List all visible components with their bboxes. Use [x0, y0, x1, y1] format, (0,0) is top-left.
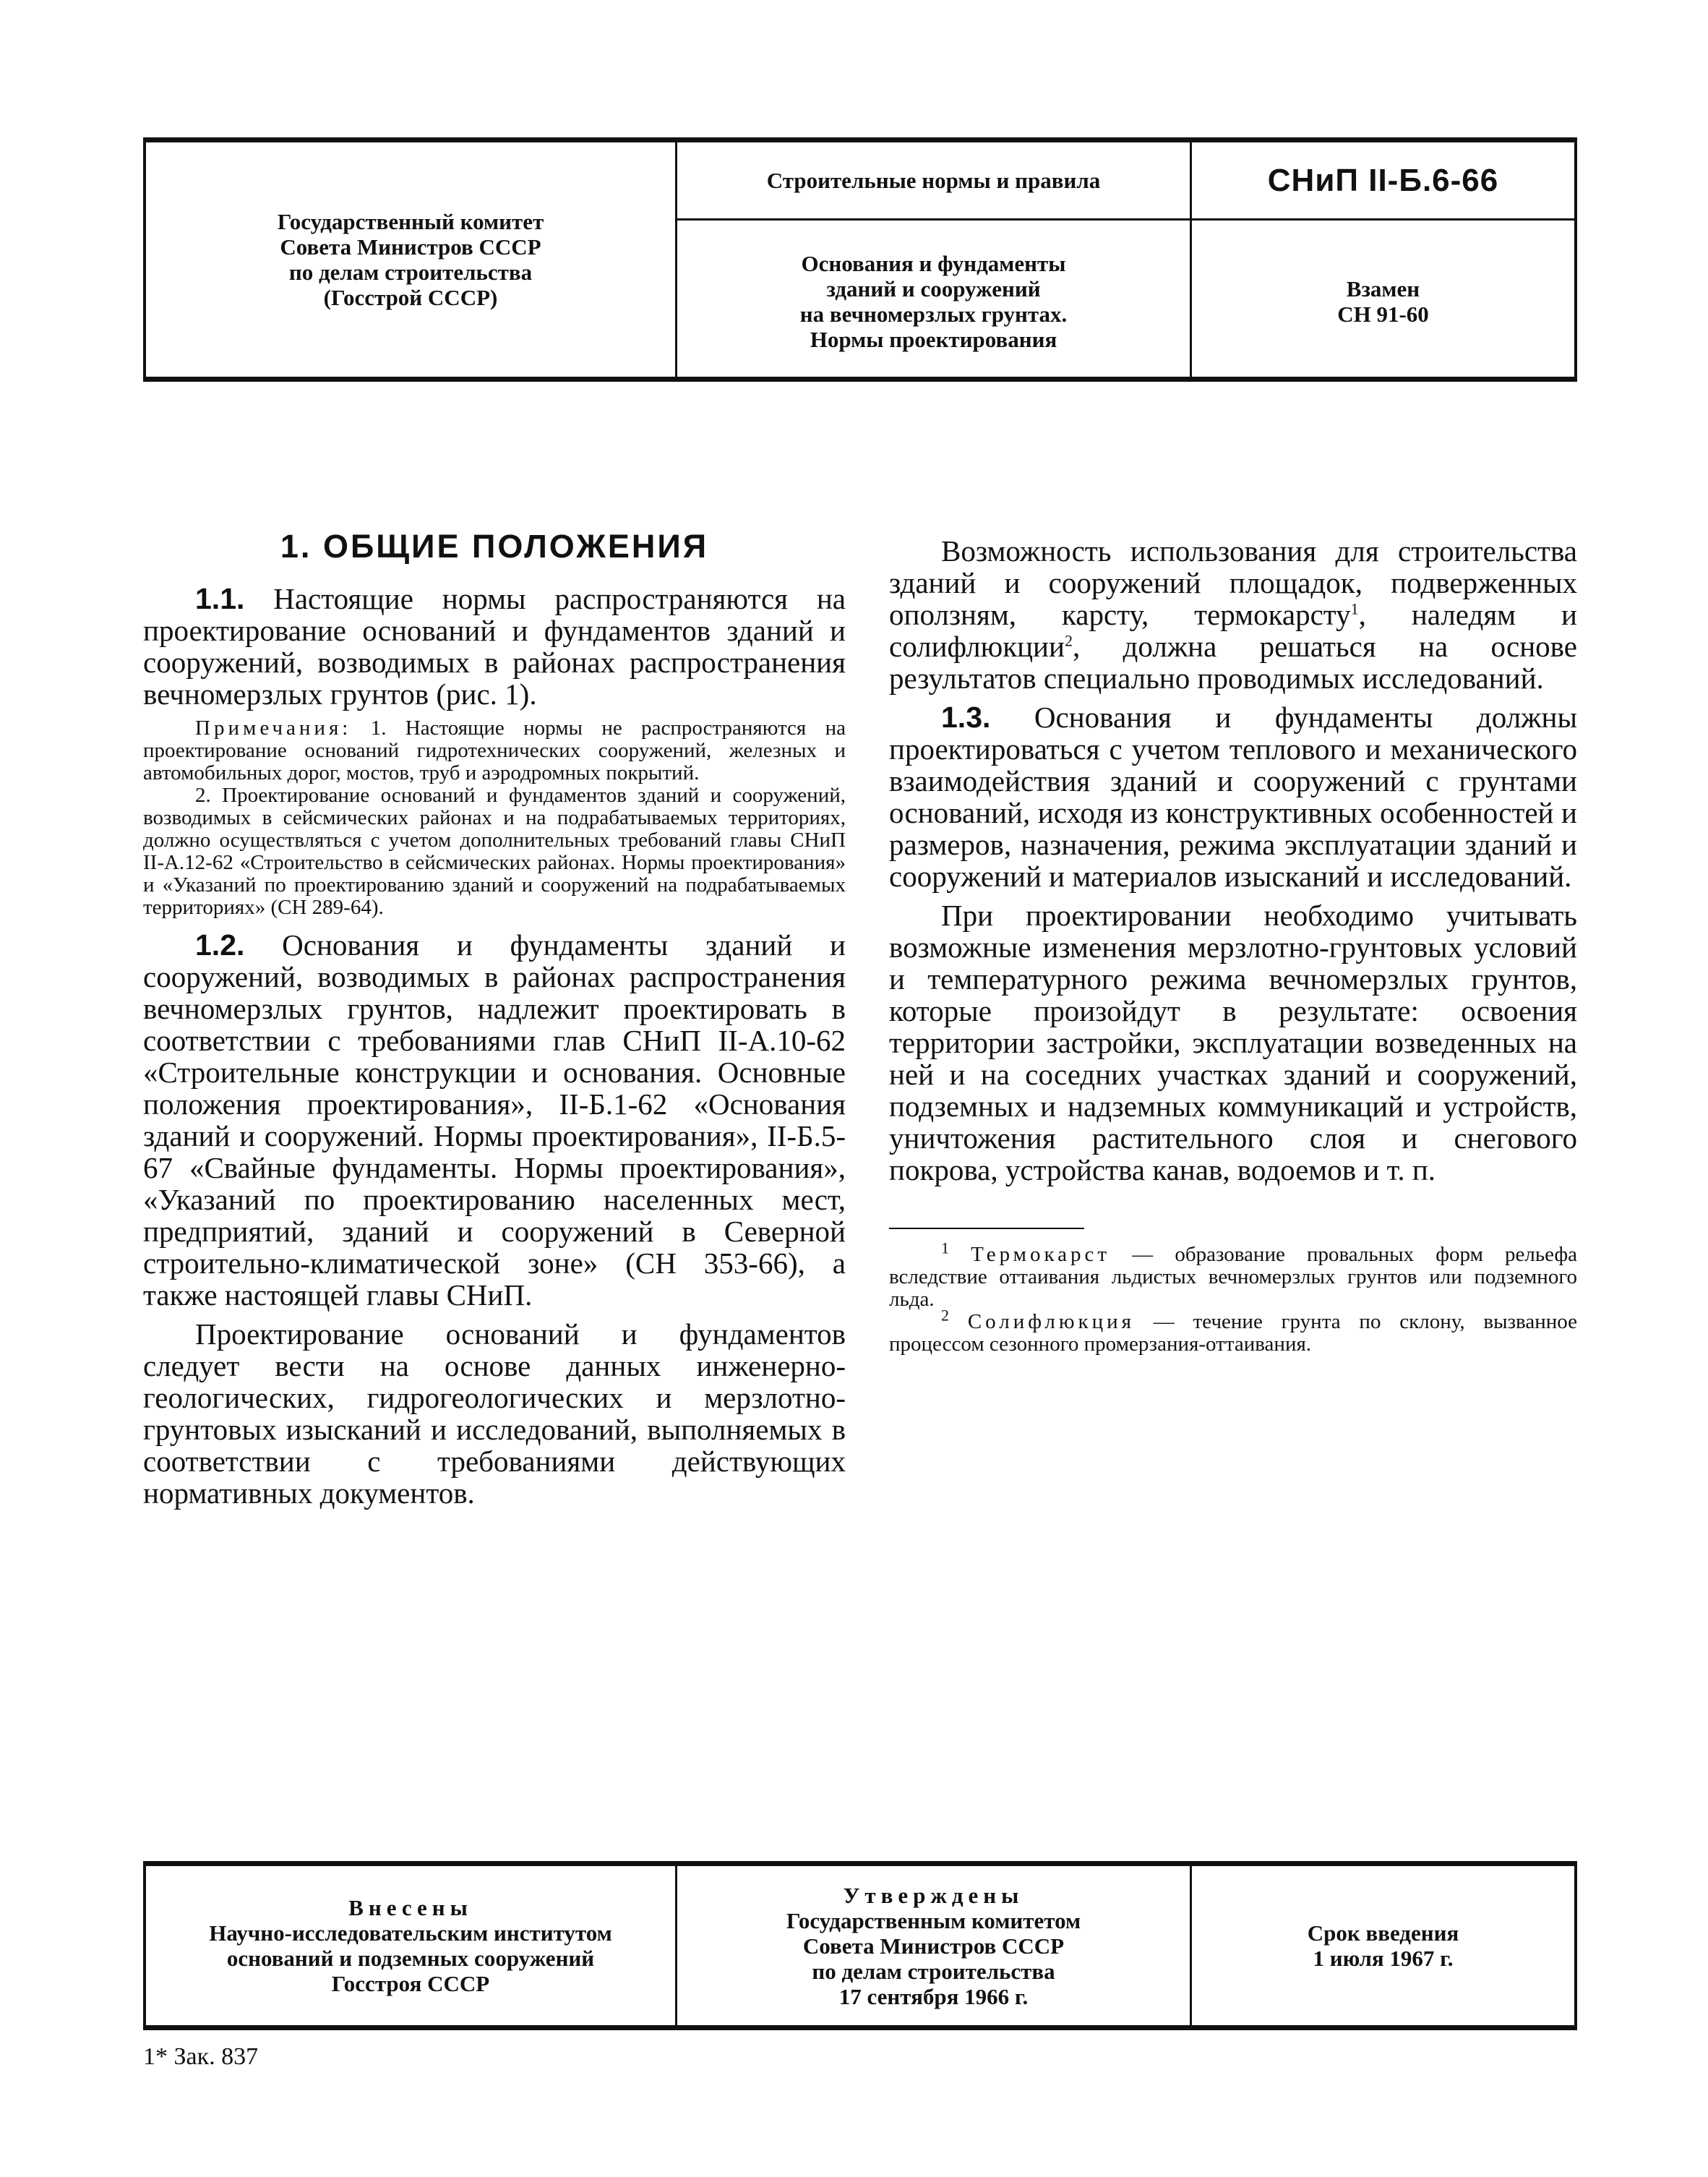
issuer-line: по делам строительства [288, 260, 533, 285]
footer-box [143, 1861, 1577, 2030]
paragraph-1-3-continued: При проектировании необходимо учитывать возможные изменения мерзлотно-грунтовых условий и температурного режима вечномерзлых грунтов, которые произойдут в результате: освоения территории застройки, эксплуатации возведенных на ней и на соседних участках зданий и сооружений, подземных и надземных коммуникаций и устройств, уничтожения растительного слоя и снегового покрова, устройства канав, водоемов и т. п. [889, 899, 1577, 1186]
left-column [143, 528, 846, 1509]
title-line: Основания и фундаменты [801, 250, 1066, 276]
issuer-line: (Госстрой СССР) [323, 285, 498, 310]
footnote-text: — течение грунта по склону, вызванное процессом сезонного промерзания-оттаивания. [889, 1310, 1577, 1356]
series-label: Строительные нормы и правила [766, 168, 1101, 193]
clause-number: 1.1. [195, 582, 245, 615]
title-column [675, 142, 1190, 377]
footnote-text: — образование провальных форм рельефа вследствие оттаивания льдистых вечномерзлых грунтов или подземного льда. [889, 1243, 1578, 1311]
footnote-number: 2 [941, 1306, 949, 1325]
approved-date: 17 сентября 1966 г. [838, 1983, 1029, 2009]
document-code [1192, 142, 1574, 218]
footnote-1 [889, 1239, 1578, 1311]
paragraph-1-2-possibility [889, 535, 1577, 694]
notes-label: Примечания: [195, 717, 352, 740]
submitted-line: Научно-исследовательским институтом [209, 1920, 612, 1946]
code-text: СНиП II-Б.6-66 [1267, 163, 1499, 198]
note-2: 2. Проектирование оснований и фундаментов зданий и сооружений, возводимых в сейсмических районах и на подрабатываемых территориях, должно осуществляться с учетом дополнительных требований главы СНиП II-А.12-62 «Строительство в сейсмических районах. Нормы проектирования» и «Указаний по проектированию зданий и сооружений на подрабатываемых территориях» (СН 289-64). [143, 784, 846, 919]
replaces-label: Взамен [1346, 275, 1420, 301]
submitted-line: оснований и подземных сооружений [226, 1946, 595, 1971]
code-column [1190, 142, 1574, 377]
approved-line: Государственным комитетом [786, 1907, 1081, 1933]
header-box [143, 137, 1577, 382]
clause-text: Основания и фундаменты должны проектироваться с учетом теплового и механического взаимодействия зданий и сооружений с грунтами оснований, исходя из конструктивных особенностей и размеров, назначения, режима эксплуатации зданий и сооружений и материалов изысканий и исследований. [889, 701, 1577, 893]
footnote-ref-2: 2 [1064, 631, 1073, 650]
issuer-block [146, 142, 675, 377]
paragraph-1-1 [143, 583, 846, 710]
footnote-term: Термокарст [971, 1243, 1111, 1266]
effective-label: Срок введения [1307, 1920, 1459, 1946]
approved-line: по делам строительства [812, 1958, 1055, 1984]
text-run: Возможность использования для строительства зданий и сооружений площадок, подверженных оползням, карсту, термокарсту [889, 534, 1577, 631]
effective-block [1190, 1866, 1574, 2025]
paragraph-1-2-continued: Проектирование оснований и фундаментов следует вести на основе данных инженерно-геологических, гидрогеологических и мерзлотно-грунтовых изысканий и исследований, выполняемых в соответствии с требованиями действующих нормативных документов. [143, 1317, 846, 1510]
title-line: Нормы проектирования [810, 326, 1057, 352]
approved-label: Утверждены [843, 1882, 1024, 1908]
submitted-label: Внесены [348, 1895, 473, 1920]
approved-line: Совета Министров СССР [802, 1933, 1065, 1959]
right-column [889, 535, 1577, 1356]
clause-text: Настоящие нормы распространяются на проектирование оснований и фундаментов зданий и сооружений, возводимых в районах распространения вечномерзлых грунтов (рис. 1). [143, 582, 846, 711]
clause-number: 1.3. [941, 701, 991, 734]
title-line: на вечномерзлых грунтах. [799, 301, 1068, 327]
paragraph-1-2 [143, 929, 846, 1311]
footnote-2 [889, 1306, 1577, 1356]
effective-date: 1 июля 1967 г. [1313, 1946, 1454, 1971]
clause-number: 1.2. [195, 928, 245, 962]
footnote-ref-1: 1 [1350, 599, 1359, 618]
footnote-number: 1 [941, 1239, 949, 1257]
replaces-block [1192, 218, 1574, 382]
clause-text: Основания и фундаменты зданий и сооружений, возводимых в районах распространения вечномерзлых грунтов, надлежит проектировать в соответствии с требованиями глав СНиП II-А.10-62 «Строительные конструкции и основания. Основные положения проектирования», II-Б.1-62 «Основания зданий и сооружений. Нормы проектирования», II-Б.5-67 «Свайные фундаменты. Нормы проектирования», «Указаний по проектированию населенных мест, предприятий, зданий и сооружений в Северной строительно-климатической зоне» (СН 353-66), а также настоящей главы СНиП. [143, 928, 846, 1312]
submitted-block [146, 1866, 675, 2025]
approved-block [675, 1866, 1190, 2025]
text-run: , наледям и солифлюкции [889, 598, 1577, 663]
paragraph-1-3 [889, 701, 1577, 892]
notes-block [143, 717, 846, 919]
footnotes [889, 1239, 1578, 1356]
note-text: 1. Настоящие нормы не распространяются на проектирование оснований гидротехнических сооружений, железных и автомобильных дорог, мостов, труб и аэродромных покрытий. [143, 717, 846, 784]
replaces-doc: СН 91-60 [1337, 301, 1429, 327]
issuer-line: Совета Министров СССР [280, 234, 541, 260]
document-title [677, 218, 1190, 382]
text-run: , должна решаться на основе результатов специально проводимых исследований. [889, 630, 1577, 695]
section-title: 1. ОБЩИЕ ПОЛОЖЕНИЯ [280, 528, 709, 565]
title-line: зданий и сооружений [826, 275, 1041, 301]
note-1 [143, 717, 846, 784]
footnote-term: Солифлюкция [967, 1310, 1135, 1333]
submitted-line: Госстроя СССР [331, 1971, 490, 1996]
issuer-line: Государственный комитет [277, 209, 544, 234]
order-number: 1* Зак. 837 [143, 2043, 259, 2070]
footnote-divider [889, 1228, 1084, 1229]
